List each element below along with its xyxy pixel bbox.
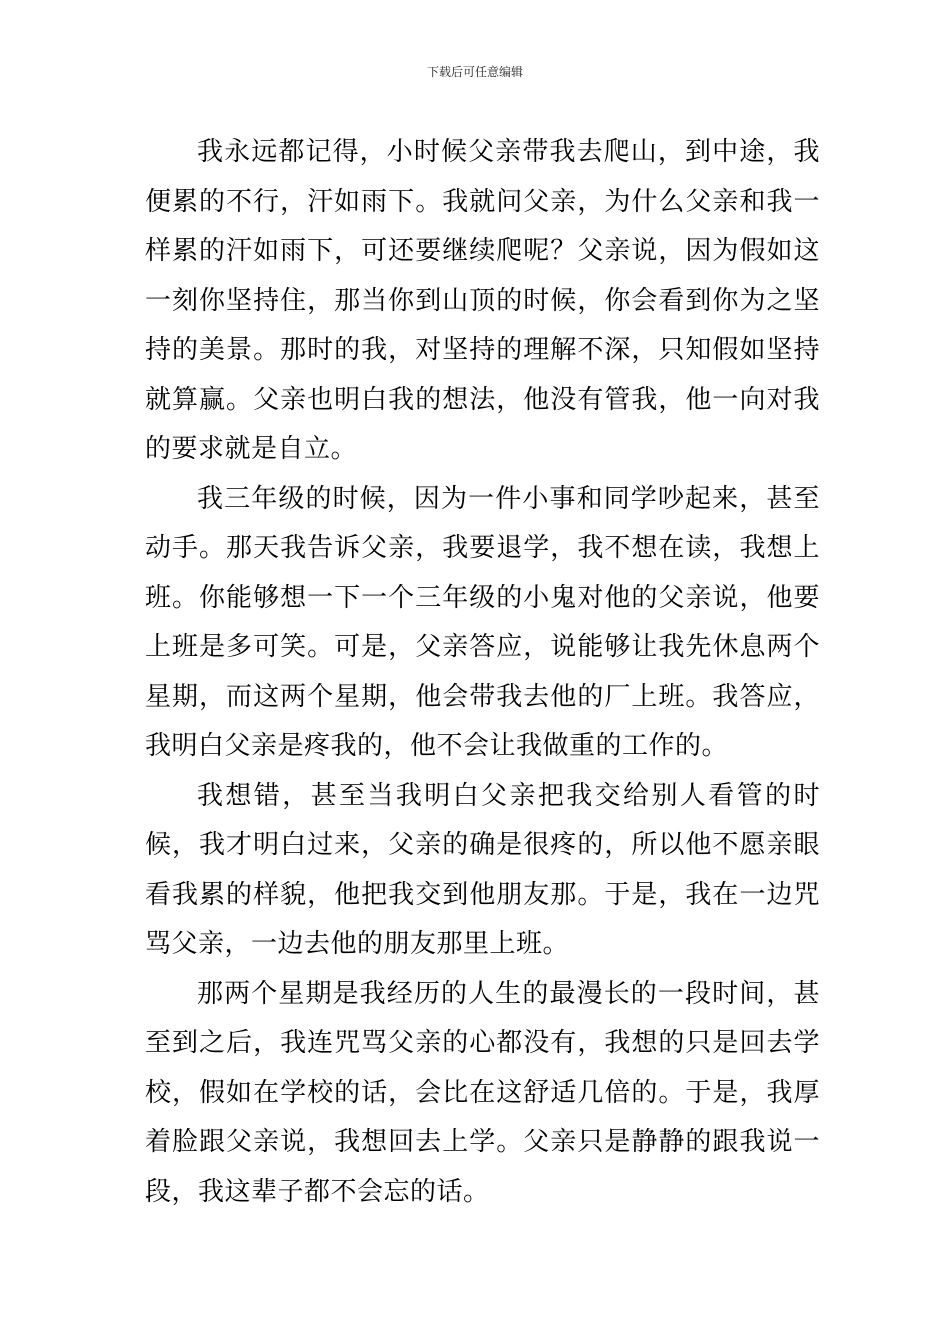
header-note: 下载后可任意编辑 bbox=[426, 65, 523, 79]
paragraph-1: 我永远都记得，小时候父亲带我去爬山，到中途，我便累的不行，汗如雨下。我就问父亲，为什么父亲和我一样累的汗如雨下，可还要继续爬呢？父亲说，因为假如这一刻你坚持住，那当你到山顶的时候，你会看到你为之坚持的美景。那时的我，对坚持的理解不深，只知假如坚持就算赢。父亲也明白我的想法，他没有管我，他一向对我的要求就是自立。 bbox=[145, 137, 820, 464]
paragraph-3: 我想错，甚至当我明白父亲把我交给别人看管的时候，我才明白过来，父亲的确是很疼的，所以他不愿亲眼看我累的样貌，他把我交到他朋友那。于是，我在一边咒骂父亲，一边去他的朋友那里上班。 bbox=[145, 780, 820, 959]
body-text bbox=[145, 128, 820, 1217]
paragraph-2: 我三年级的时候，因为一件小事和同学吵起来，甚至动手。那天我告诉父亲，我要退学，我不想在读，我想上班。你能够想一下一个三年级的小鬼对他的父亲说，他要上班是多可笑。可是，父亲答应，说能够让我先休息两个星期，而这两个星期，他会带我去他的厂上班。我答应，我明白父亲是疼我的，他不会让我做重的工作的。 bbox=[145, 483, 820, 761]
paragraph-4: 那两个星期是我经历的人生的最漫长的一段时间，甚至到之后，我连咒骂父亲的心都没有，我想的只是回去学校，假如在学校的话，会比在这舒适几倍的。于是，我厚着脸跟父亲说，我想回去上学。父亲只是静静的跟我说一段，我这辈子都不会忘的话。 bbox=[145, 978, 820, 1207]
